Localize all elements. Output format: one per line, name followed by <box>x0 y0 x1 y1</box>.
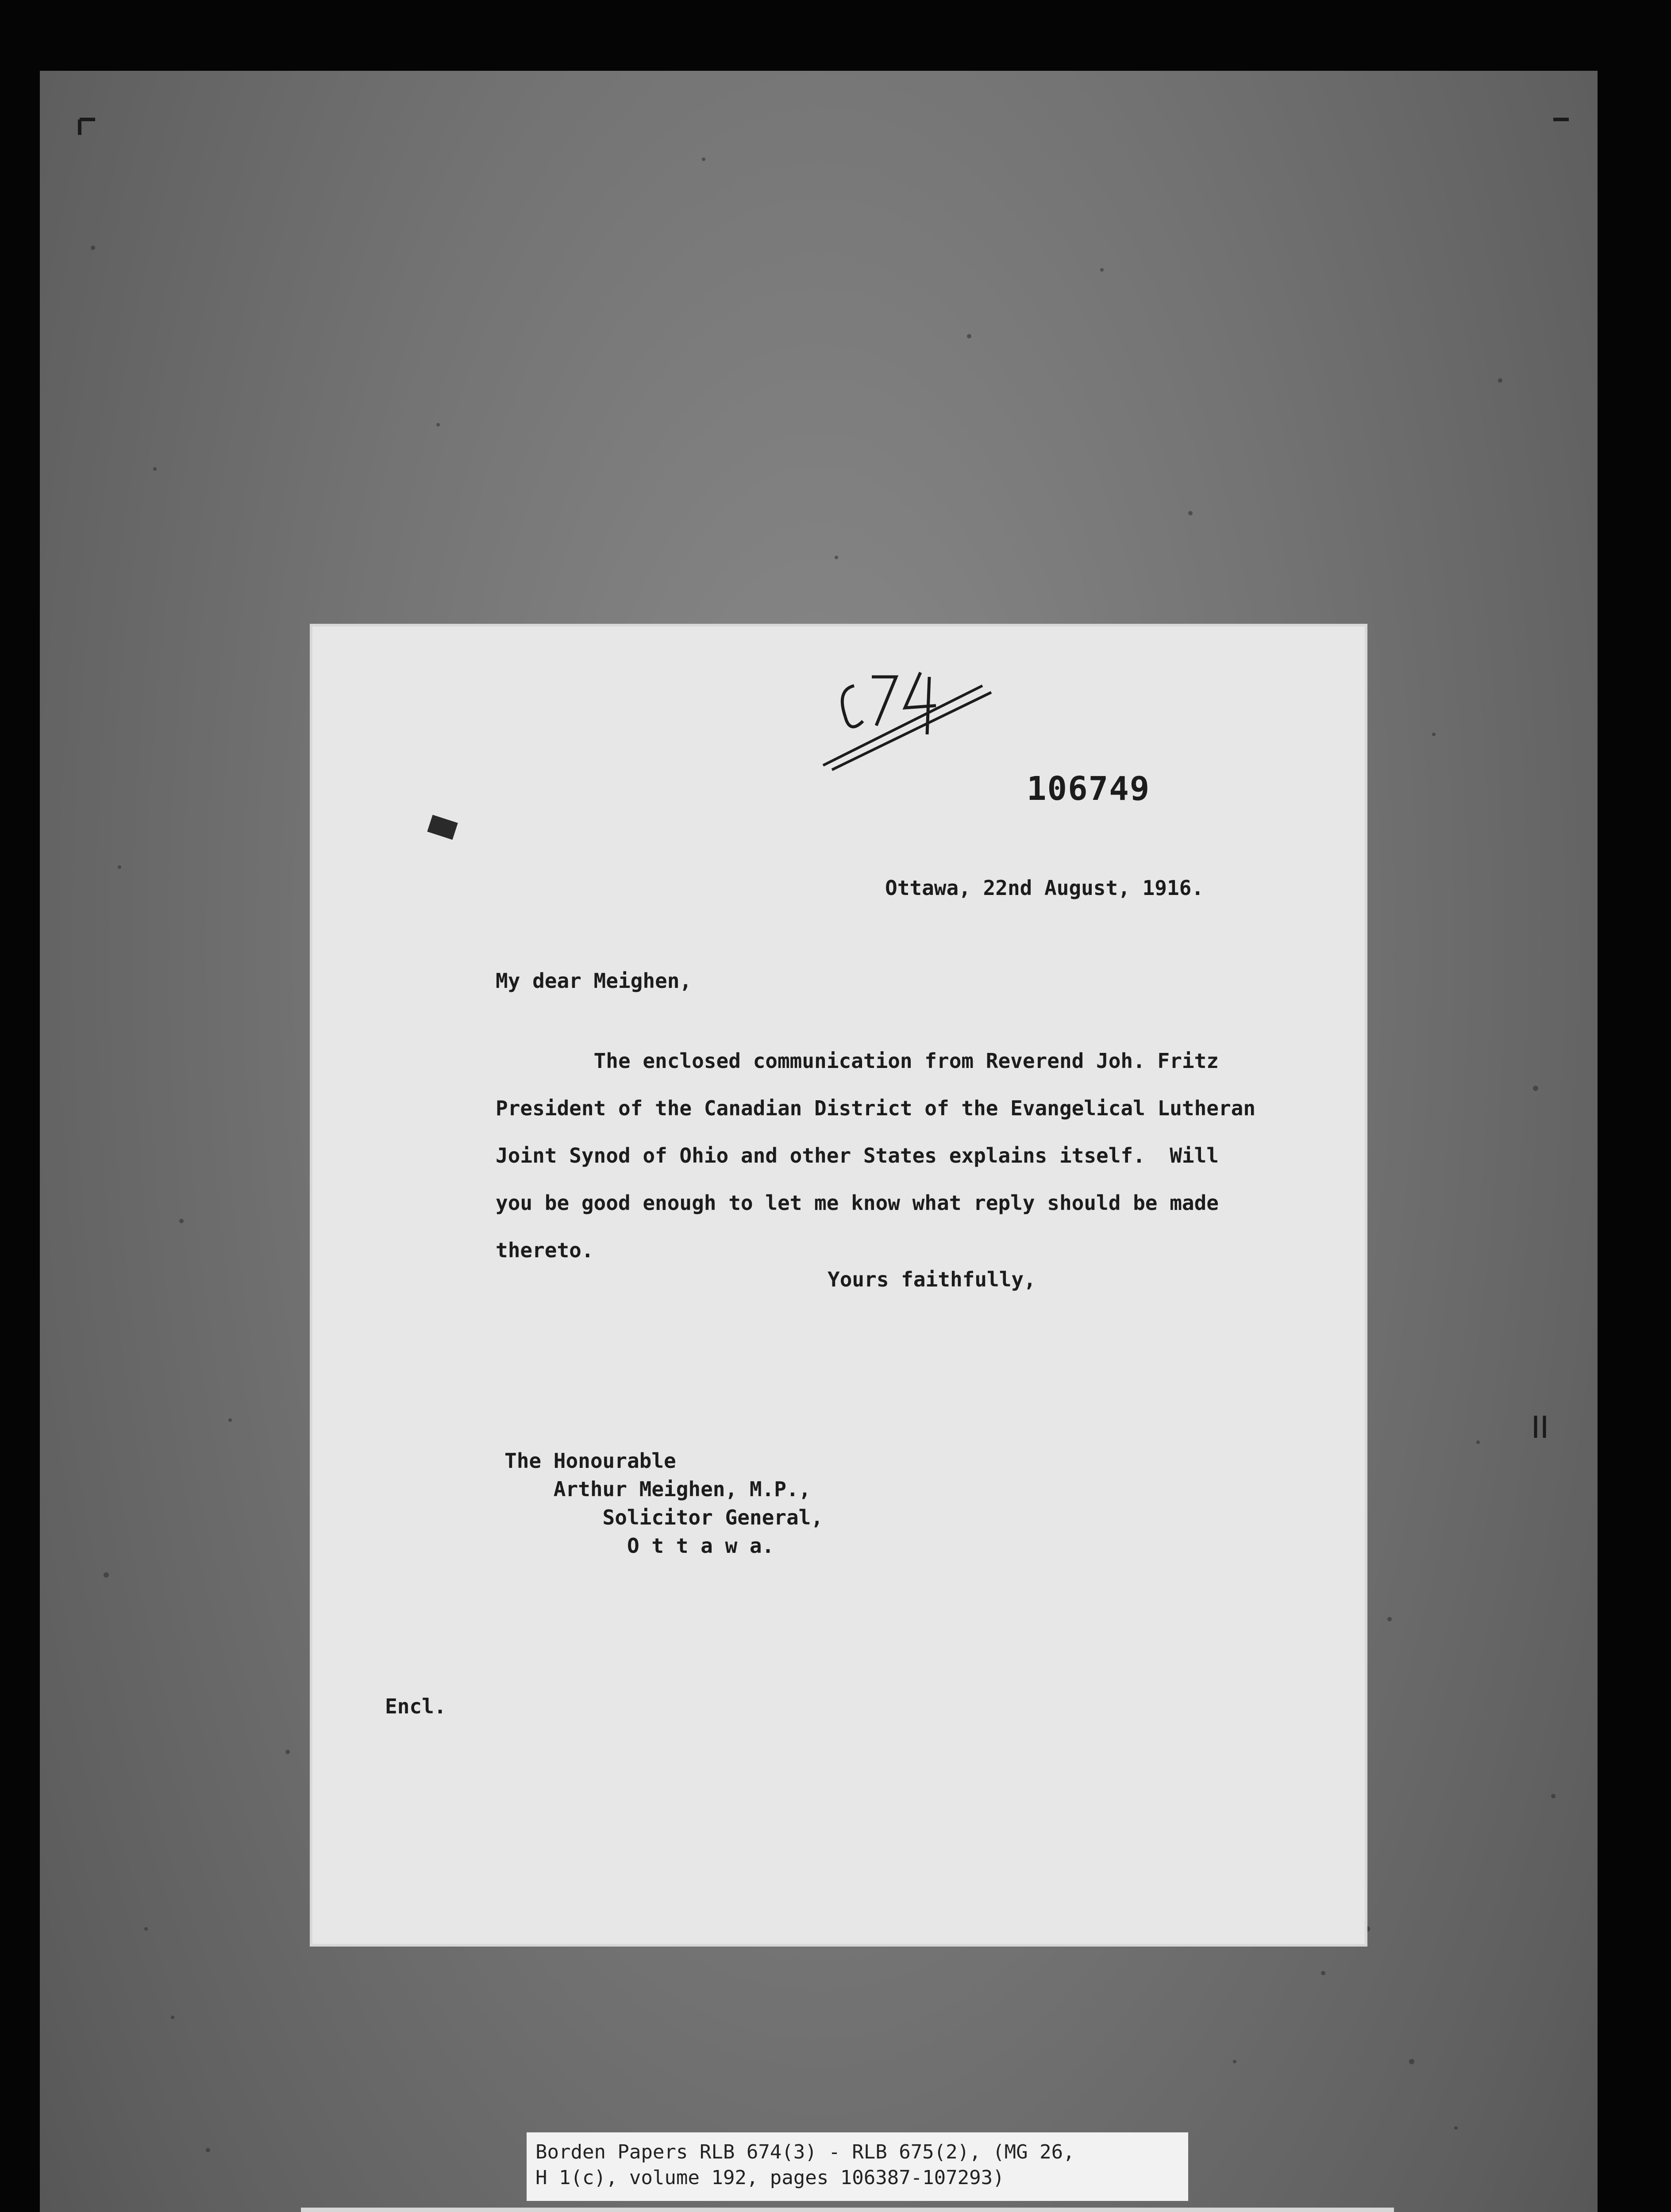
body-line: thereto. <box>496 1238 594 1262</box>
dateline: Ottawa, 22nd August, 1916. <box>885 876 1204 900</box>
tape-mark <box>427 815 458 840</box>
recipient-address <box>504 1447 823 1560</box>
letter-body <box>496 1037 1328 1274</box>
closing: Yours faithfully, <box>828 1267 1036 1291</box>
address-line: The Honourable <box>504 1449 676 1473</box>
reference-line: Borden Papers RLB 674(3) - RLB 675(2), (MG 26, <box>535 2141 1075 2163</box>
letter-page <box>310 624 1367 1947</box>
address-line: O t t a w a. <box>504 1534 774 1558</box>
address-line: Solicitor General, <box>504 1505 824 1529</box>
reference-line: H 1(c), volume 192, pages 106387-107293) <box>535 2166 1005 2189</box>
body-line: you be good enough to let me know what reply should be made <box>496 1191 1219 1215</box>
salutation: My dear Meighen, <box>496 969 692 993</box>
body-line: Joint Synod of Ohio and other States explains itself. Will <box>496 1144 1219 1167</box>
handwritten-annotation <box>819 659 1022 774</box>
document-number: 106749 <box>1027 770 1151 808</box>
card-strip <box>301 2208 1394 2212</box>
body-line: The enclosed communication from Reverend Joh. Fritz <box>496 1049 1219 1073</box>
reference-label <box>527 2132 1188 2201</box>
enclosure-note: Encl. <box>385 1694 447 1718</box>
address-line: Arthur Meighen, M.P., <box>504 1477 811 1501</box>
body-line: President of the Canadian District of the Evangelical Lutheran <box>496 1096 1256 1120</box>
archive-card <box>301 2208 1394 2212</box>
